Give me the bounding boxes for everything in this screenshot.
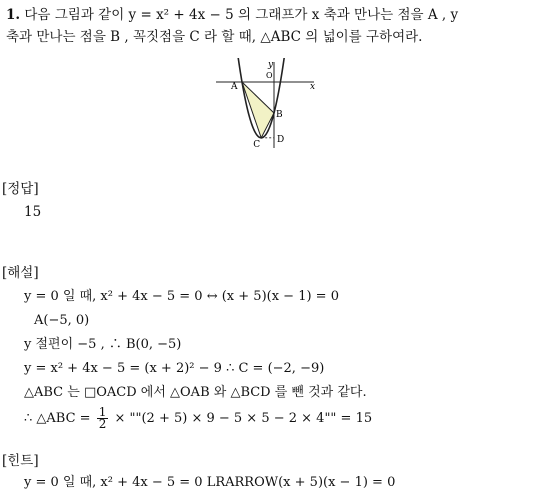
solution-line-4: y = x² + 4x − 5 = (x + 2)² − 9 ∴ C = (−2, −9) — [24, 361, 325, 376]
solution-heading: [해설] — [2, 265, 39, 281]
solution-line-3: y 절편이 −5 , ∴ B(0, −5) — [24, 337, 182, 352]
problem-number: 1. — [6, 7, 21, 23]
solution-line-2: A(−5, 0) — [34, 313, 90, 328]
y-axis-label: y — [268, 60, 274, 70]
point-b-label: B — [276, 110, 283, 120]
problem-text-2: 축과 만나는 점을 B , 꼭짓점을 C 라 할 때, △ABC 의 넓이를 구하여라. — [6, 29, 423, 45]
solution-line-1: y = 0 일 때, x² + 4x − 5 = 0 ↔ (x + 5)(x − 1) = 0 — [24, 289, 339, 304]
hint-line: y = 0 일 때, x² + 4x − 5 = 0 LRARROW(x + 5)(x − 1) = 0 — [24, 475, 396, 490]
answer-value: 15 — [24, 204, 42, 220]
point-a-label: A — [231, 82, 238, 92]
fraction-denominator: 2 — [98, 417, 107, 431]
point-c-label: C — [253, 139, 261, 150]
solution-final-line — [24, 406, 372, 432]
hint-heading: [힌트] — [2, 453, 39, 469]
x-axis-label: x — [310, 82, 316, 92]
point-d-label: D — [277, 134, 285, 145]
origin-label: O — [266, 71, 273, 80]
fraction-numerator: 1 — [98, 405, 107, 419]
problem-line-2 — [6, 28, 422, 46]
problem-text-1: 다음 그림과 같이 y = x² + 4x − 5 의 그래프가 x 축과 만나는 점을 A , y — [24, 7, 459, 23]
half-fraction — [97, 407, 109, 430]
solution-line-5: △ABC 는 □OACD 에서 △OAB 와 △BCD 를 뺀 것과 같다. — [24, 385, 367, 400]
parabola-figure — [216, 58, 320, 154]
problem-line-1 — [6, 6, 458, 24]
solution-final-suffix: × ""(2 + 5) × 9 − 5 × 5 − 2 × 4"" = 15 — [114, 411, 373, 426]
answer-heading: [정답] — [2, 181, 39, 197]
solution-final-prefix: ∴ △ABC = — [24, 411, 91, 426]
